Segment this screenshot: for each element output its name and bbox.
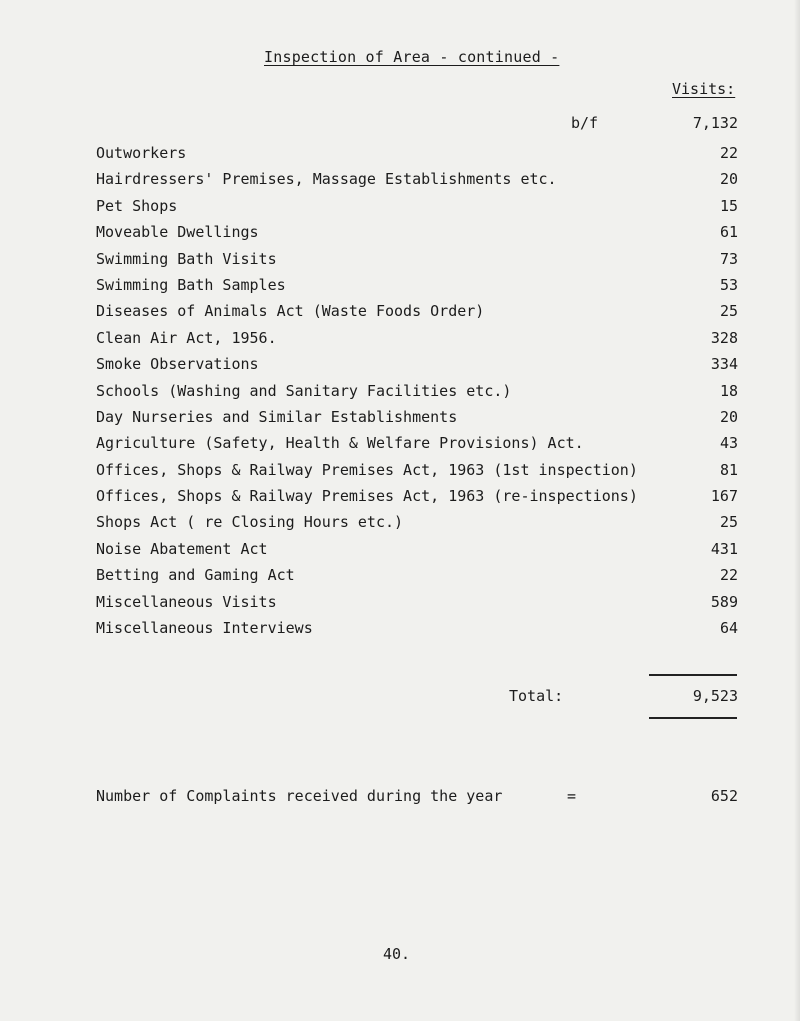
- item-visits: 431: [710, 539, 738, 558]
- complaints-label: Number of Complaints received during the year: [96, 787, 503, 805]
- item-label: Offices, Shops & Railway Premises Act, 1963 (re-inspections): [96, 487, 638, 506]
- page-title: Inspection of Area - continued -: [264, 48, 560, 66]
- list-item: [96, 196, 738, 222]
- list-item: [96, 354, 738, 380]
- item-label: Shops Act ( re Closing Hours etc.): [96, 513, 404, 532]
- list-item: [96, 407, 738, 433]
- item-label: Day Nurseries and Similar Establishments: [96, 407, 458, 426]
- list-item: [96, 275, 738, 301]
- item-visits: 22: [719, 144, 738, 162]
- total-rule-bottom: [649, 717, 737, 719]
- list-item: [96, 301, 738, 327]
- item-visits: 328: [710, 328, 738, 347]
- list-item: [96, 512, 738, 538]
- item-visits: 589: [710, 592, 738, 611]
- item-label: Swimming Bath Samples: [96, 275, 286, 294]
- item-label: Pet Shops: [96, 196, 178, 215]
- brought-forward-label: b/f: [571, 114, 599, 132]
- item-visits: 20: [719, 407, 738, 426]
- brought-forward-value: 7,132: [692, 114, 738, 132]
- item-label: Moveable Dwellings: [96, 223, 259, 242]
- item-label: Swimming Bath Visits: [96, 249, 277, 268]
- list-item: [96, 539, 738, 565]
- list-item: [96, 433, 738, 459]
- complaints-equals-sign: =: [567, 787, 577, 805]
- item-label: Offices, Shops & Railway Premises Act, 1963 (1st inspection): [96, 460, 638, 479]
- total-label: Total:: [509, 687, 564, 705]
- page-edge-shadow: [794, 0, 800, 1021]
- total-value: 9,523: [692, 687, 738, 705]
- item-label: Noise Abatement Act: [96, 539, 268, 558]
- item-visits: 334: [710, 355, 738, 374]
- item-visits: 64: [719, 619, 738, 638]
- list-item: [96, 222, 738, 248]
- list-item: [96, 618, 738, 644]
- list-item: [96, 565, 738, 591]
- complaints-value: 652: [710, 787, 738, 805]
- item-label: Miscellaneous Visits: [96, 592, 277, 611]
- item-visits: 22: [719, 566, 738, 585]
- total-rule-top: [649, 674, 737, 676]
- item-label: Hairdressers' Premises, Massage Establishments etc.: [96, 170, 557, 189]
- item-label: Clean Air Act, 1956.: [96, 328, 277, 347]
- item-visits: 15: [719, 196, 738, 215]
- list-item: [96, 381, 738, 407]
- visits-column-heading: Visits:: [672, 80, 736, 98]
- list-item: [96, 592, 738, 618]
- item-label: Diseases of Animals Act (Waste Foods Order): [96, 302, 485, 321]
- list-item: [96, 460, 738, 486]
- item-visits: 53: [719, 275, 738, 294]
- list-item: [96, 249, 738, 275]
- list-item: [96, 328, 738, 354]
- item-label: Schools (Washing and Sanitary Facilities etc.): [96, 381, 512, 400]
- item-visits: 25: [719, 302, 738, 321]
- item-label: Smoke Observations: [96, 355, 259, 374]
- inspection-list: [96, 143, 738, 644]
- list-item: [96, 169, 738, 195]
- item-visits: 25: [719, 513, 738, 532]
- item-visits: 43: [719, 434, 738, 453]
- item-label: Miscellaneous Interviews: [96, 619, 313, 638]
- item-visits: 18: [719, 381, 738, 400]
- item-label: Betting and Gaming Act: [96, 566, 295, 585]
- item-visits: 61: [719, 223, 738, 242]
- item-visits: 73: [719, 249, 738, 268]
- list-item: [96, 143, 738, 169]
- list-item: [96, 486, 738, 512]
- item-visits: 81: [719, 460, 738, 479]
- item-label: Agriculture (Safety, Health & Welfare Provisions) Act.: [96, 434, 584, 453]
- item-label: Outworkers: [96, 144, 187, 162]
- page-number: 40.: [383, 945, 411, 963]
- item-visits: 167: [710, 487, 738, 506]
- item-visits: 20: [719, 170, 738, 189]
